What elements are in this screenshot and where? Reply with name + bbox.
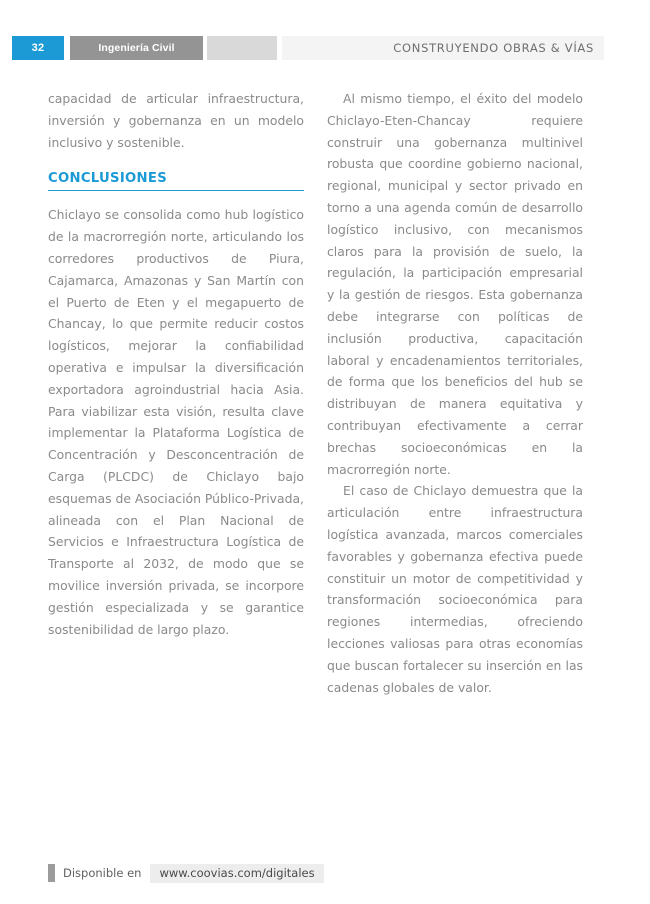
left-paragraph-1: Chiclayo se consolida como hub logístico de la macrorregión norte, articulando los corredores productivos de Piura, Cajamarca, Amazonas y San Martín con el Puerto de Eten y el megapuerto de Chancay, lo que permite reducir costos logísticos, mejorar la confiabilidad operativa e impulsar la diversificación exportadora agroindustrial hacia Asia. Para viabilizar esta visión, resulta clave implementar la Plataforma Logística de Concentración y Desconcentración de Carga (PLCDC) de Chiclayo bajo esquemas de Asociación Público-Privada, alineada con el Plan Nacional de Servicios e Infraestructura Logística de Transporte al 2032, de modo que se movilice inversión privada, se incorpore gestión especializada y se garantice sostenibilidad de largo plazo. (48, 207, 304, 637)
header-section-name: Ingeniería Civil (70, 36, 203, 60)
right-text-column (327, 88, 583, 698)
left-text-column (48, 88, 304, 640)
page-header (0, 36, 650, 60)
left-continuation-paragraph: capacidad de articular infraestructura, inversión y gobernanza en un modelo inclusivo y sostenible. (48, 91, 304, 150)
publication-title: CONSTRUYENDO OBRAS & VÍAS (393, 41, 594, 55)
footer-label: Disponible en (63, 866, 142, 880)
footer-url-link[interactable]: www.coovias.com/digitales (150, 864, 323, 883)
header-decorative-block (207, 36, 277, 60)
right-paragraph-1: Al mismo tiempo, el éxito del modelo Chiclayo-Eten-Chancay requiere construir una gobernanza multinivel robusta que coordine gobierno nacional, regional, municipal y sector privado en torno a una agenda común de desarrollo logístico inclusivo, con mecanismos claros para la provisión de suelo, la regulación, la participación empresarial y la gestión de riesgos. Esta gobernanza debe integrarse con políticas de inclusión productiva, capacitación laboral y encadenamientos territoriales, de forma que los beneficios del hub se distribuyan de manera equitativa y contribuyan efectivamente a cerrar brechas socioeconómicas en la macrorregión norte. (327, 91, 583, 477)
conclusions-heading: CONCLUSIONES (48, 171, 304, 191)
header-title-band (282, 36, 604, 60)
page-footer (48, 864, 324, 882)
footer-marker-icon (48, 864, 55, 882)
heading-spacer (48, 191, 304, 204)
page-number-badge: 32 (12, 36, 64, 60)
right-paragraph-2: El caso de Chiclayo demuestra que la articulación entre infraestructura logística avanzada, marcos comerciales favorables y gobernanza efectiva puede constituir un motor de competitividad y transformación socioeconómica para regiones intermedias, ofreciendo lecciones valiosas para otras economías que buscan fortalecer su inserción en las cadenas globales de valor. (327, 483, 583, 695)
